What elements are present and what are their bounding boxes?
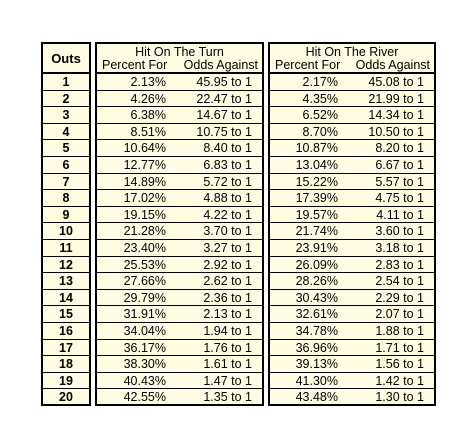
turn-odds-cell: 22.47 to 1 [196,91,252,106]
outs-value: 1 [62,75,70,89]
outs-value: 6 [62,157,70,172]
river-percent-cell: 21.74% [295,224,338,239]
outs-row [43,323,89,340]
outs-row [43,107,89,124]
turn-percent-cell: 23.40% [123,240,166,255]
turn-percent-cell: 31.91% [123,307,166,322]
turn-row [97,74,262,91]
river-rows [270,74,434,406]
river-odds-cell: 4.75 to 1 [375,191,424,206]
outs-value: 12 [59,257,73,272]
turn-row [97,290,262,307]
river-percent-cell: 17.39% [295,191,338,206]
turn-odds-cell: 4.22 to 1 [203,207,252,222]
outs-row [43,389,89,406]
river-percent-cell: 2.17% [302,75,338,89]
river-row [270,306,434,323]
outs-row [43,306,89,323]
turn-percent-cell: 17.02% [123,191,166,206]
turn-percent-cell: 6.38% [130,108,166,123]
river-row [270,257,434,274]
river-odds-cell: 2.07 to 1 [375,307,424,322]
turn-percent-cell: 14.89% [123,174,166,189]
turn-odds-cell: 45.95 to 1 [196,75,252,89]
outs-value: 17 [59,340,73,355]
turn-row [97,306,262,323]
outs-row [43,174,89,191]
turn-percent-cell: 25.53% [123,257,166,272]
turn-odds-cell: 1.47 to 1 [203,373,252,388]
river-row [270,389,434,406]
outs-column [41,42,91,406]
turn-row [97,207,262,224]
river-percent-cell: 39.13% [295,357,338,372]
river-percent-cell: 8.70% [302,124,338,139]
river-row [270,107,434,124]
river-odds-cell: 21.99 to 1 [368,91,424,106]
turn-percent-cell: 21.28% [123,224,166,239]
outs-header: Outs [43,44,89,74]
river-percent-cell: 28.26% [295,274,338,289]
turn-percent-cell: 12.77% [123,157,166,172]
river-percent-cell: 23.91% [295,240,338,255]
turn-odds-cell: 10.75 to 1 [196,124,252,139]
river-odds-cell: 2.54 to 1 [375,274,424,289]
river-row [270,157,434,174]
turn-rows [97,74,262,406]
turn-row [97,124,262,141]
turn-percent-cell: 10.64% [123,141,166,156]
river-title: Hit On The River [305,45,399,59]
river-odds-header: Odds Against [355,58,430,72]
outs-value: 20 [59,390,73,405]
turn-odds-cell: 1.61 to 1 [203,357,252,372]
outs-value: 10 [59,224,73,239]
turn-odds-cell: 1.76 to 1 [203,340,252,355]
outs-value: 11 [59,240,73,255]
outs-row [43,257,89,274]
outs-value: 7 [62,174,70,189]
turn-row [97,174,262,191]
river-percent-cell: 30.43% [295,290,338,305]
turn-percent-cell: 27.66% [123,274,166,289]
river-row [270,340,434,357]
river-row [270,323,434,340]
turn-percent-header: Percent For [102,58,168,72]
turn-odds-cell: 6.83 to 1 [203,157,252,172]
outs-row [43,140,89,157]
river-row [270,273,434,290]
turn-row [97,323,262,340]
outs-row [43,91,89,108]
river-odds-cell: 1.30 to 1 [375,390,424,405]
turn-row [97,190,262,207]
outs-row [43,207,89,224]
river-row [270,91,434,108]
turn-odds-cell: 2.62 to 1 [203,274,252,289]
river-row [270,290,434,307]
turn-title: Hit On The Turn [135,45,224,59]
turn-odds-cell: 8.40 to 1 [203,141,252,156]
river-percent-cell: 19.57% [295,207,338,222]
turn-row [97,107,262,124]
turn-percent-cell: 34.04% [123,323,166,338]
river-percent-cell: 13.04% [295,157,338,172]
outs-row [43,240,89,257]
river-odds-cell: 1.42 to 1 [375,373,424,388]
river-percent-cell: 34.78% [295,323,338,338]
river-odds-cell: 45.08 to 1 [368,75,424,89]
river-row [270,373,434,390]
river-odds-cell: 14.34 to 1 [368,108,424,123]
turn-odds-header: Odds Against [183,58,258,72]
turn-odds-cell: 14.67 to 1 [196,108,252,123]
turn-row [97,157,262,174]
turn-percent-cell: 40.43% [123,373,166,388]
turn-odds-cell: 3.70 to 1 [203,224,252,239]
turn-odds-cell: 5.72 to 1 [203,174,252,189]
turn-row [97,223,262,240]
turn-percent-cell: 29.79% [123,290,166,305]
river-table [268,42,436,406]
river-percent-cell: 26.09% [295,257,338,272]
river-odds-cell: 10.50 to 1 [368,124,424,139]
river-percent-cell: 41.30% [295,373,338,388]
outs-row [43,74,89,91]
river-percent-cell: 10.87% [295,141,338,156]
outs-row [43,290,89,307]
river-row [270,124,434,141]
river-percent-cell: 15.22% [295,174,338,189]
turn-odds-cell: 4.88 to 1 [203,191,252,206]
outs-row [43,190,89,207]
river-row [270,356,434,373]
turn-odds-cell: 3.27 to 1 [203,240,252,255]
turn-header [97,44,262,74]
river-percent-cell: 36.96% [295,340,338,355]
outs-row [43,223,89,240]
turn-row [97,356,262,373]
river-odds-cell: 1.88 to 1 [375,323,424,338]
river-percent-cell: 6.52% [302,108,338,123]
outs-row [43,124,89,141]
turn-percent-cell: 36.17% [123,340,166,355]
outs-value: 16 [59,323,73,338]
outs-value: 13 [59,274,73,289]
turn-row [97,389,262,406]
outs-value: 9 [62,207,70,222]
outs-row [43,273,89,290]
outs-value: 19 [59,373,73,388]
river-odds-cell: 3.60 to 1 [375,224,424,239]
outs-row [43,356,89,373]
river-odds-cell: 2.29 to 1 [375,290,424,305]
turn-row [97,240,262,257]
river-odds-cell: 1.56 to 1 [375,357,424,372]
outs-value: 15 [59,307,73,322]
river-row [270,223,434,240]
turn-odds-cell: 2.92 to 1 [203,257,252,272]
river-row [270,140,434,157]
river-percent-header: Percent For [275,58,341,72]
outs-value: 8 [62,191,70,206]
turn-percent-cell: 19.15% [123,207,166,222]
outs-value: 18 [59,357,73,372]
turn-row [97,140,262,157]
turn-row [97,257,262,274]
turn-row [97,91,262,108]
outs-value: 5 [62,141,70,156]
outs-row [43,157,89,174]
turn-odds-cell: 2.36 to 1 [203,290,252,305]
outs-value: 4 [62,124,70,139]
river-row [270,74,434,91]
turn-percent-cell: 42.55% [123,390,166,405]
river-odds-cell: 1.71 to 1 [375,340,424,355]
turn-odds-cell: 1.35 to 1 [203,390,252,405]
river-row [270,174,434,191]
turn-percent-cell: 4.26% [130,91,166,106]
river-header [270,44,434,74]
outs-value: 14 [59,290,73,305]
outs-value: 3 [62,108,70,123]
river-row [270,240,434,257]
turn-row [97,273,262,290]
outs-row [43,340,89,357]
turn-odds-cell: 2.13 to 1 [203,307,252,322]
turn-percent-cell: 38.30% [123,357,166,372]
river-odds-cell: 5.57 to 1 [375,174,424,189]
turn-row [97,340,262,357]
river-percent-cell: 4.35% [302,91,338,106]
river-odds-cell: 4.11 to 1 [376,207,424,222]
outs-row [43,373,89,390]
river-percent-cell: 43.48% [295,390,338,405]
river-percent-cell: 32.61% [295,307,338,322]
turn-row [97,373,262,390]
river-odds-cell: 6.67 to 1 [375,157,424,172]
river-odds-cell: 3.18 to 1 [375,240,424,255]
turn-percent-cell: 2.13% [130,75,166,89]
river-row [270,207,434,224]
river-odds-cell: 2.83 to 1 [375,257,424,272]
turn-odds-cell: 1.94 to 1 [203,323,252,338]
turn-table [95,42,264,406]
river-odds-cell: 8.20 to 1 [375,141,424,156]
outs-value: 2 [62,91,70,106]
outs-rows [43,74,89,406]
turn-percent-cell: 8.51% [130,124,166,139]
river-row [270,190,434,207]
